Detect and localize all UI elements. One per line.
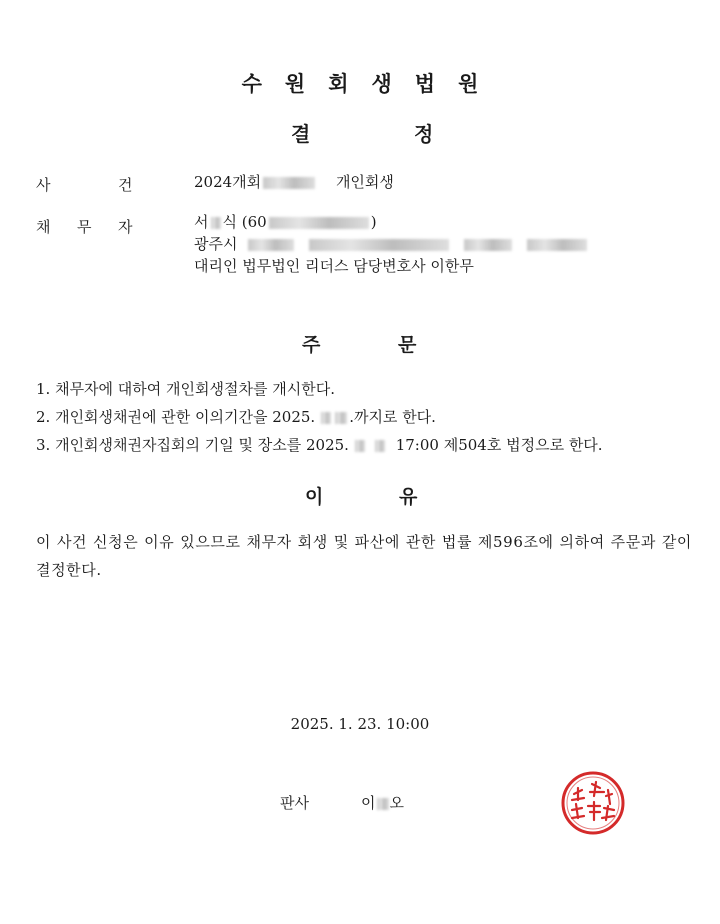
redaction-debtor-name xyxy=(211,217,221,229)
redaction-debtor-id xyxy=(269,217,369,229)
reason-title-char-2: 유 xyxy=(399,486,418,508)
case-type: 개인회생 xyxy=(335,173,394,191)
redaction-objection-day xyxy=(335,412,347,424)
redaction-address-1 xyxy=(248,239,294,251)
court-seal-icon xyxy=(560,770,626,836)
redaction-judge-name xyxy=(377,798,389,810)
decision-date: 2025. 1. 23. 10:00 xyxy=(290,715,430,733)
debtor-id-close: ) xyxy=(370,213,377,231)
case-label-char-2: 건 xyxy=(118,176,133,194)
redaction-meeting-month xyxy=(355,440,365,452)
case-number xyxy=(194,171,394,193)
debtor-label-char-2: 무 xyxy=(77,218,92,236)
order-item-3-text: 3. 개인회생채권자집회의 기일 및 장소를 2025. xyxy=(36,436,349,454)
debtor-label-char-1: 채 xyxy=(36,218,51,236)
order-item-2-suffix: .까지로 한다. xyxy=(349,408,436,426)
debtor-label xyxy=(0,216,180,238)
debtor-name-last: 식 xyxy=(222,213,237,231)
judge-name-last: 오 xyxy=(389,794,404,812)
order-item-2-text: 2. 개인회생채권에 관한 이의기간을 2025. xyxy=(36,408,316,426)
order-title-char-2: 문 xyxy=(398,334,417,356)
document-title xyxy=(0,118,720,148)
redaction-meeting-day xyxy=(375,440,385,452)
reason-title xyxy=(0,482,720,512)
debtor-name-line xyxy=(194,211,589,233)
redaction-objection-month xyxy=(321,412,331,424)
judge-name-first: 이 xyxy=(361,794,376,812)
document-title-char-2: 정 xyxy=(414,122,434,146)
order-item-1 xyxy=(36,375,603,403)
redaction-address-3 xyxy=(464,239,512,251)
debtor-id-open: (60 xyxy=(241,213,267,231)
debtor-name-first: 서 xyxy=(194,213,209,231)
order-item-3-suffix: 17:00 제504호 법정으로 한다. xyxy=(395,436,603,454)
redaction-address-2 xyxy=(309,239,449,251)
judge-title: 판사 xyxy=(280,794,309,812)
judge-name xyxy=(361,792,404,813)
order-title-char-1: 주 xyxy=(302,334,321,356)
court-name: 수원회생법원 xyxy=(241,72,502,96)
case-number-prefix: 2024개회 xyxy=(194,173,262,191)
order-item-1-text: 1. 채무자에 대하여 개인회생절차를 개시한다. xyxy=(36,380,335,398)
redaction-case-number xyxy=(263,177,315,189)
debtor-info xyxy=(194,211,589,277)
order-title xyxy=(0,330,720,360)
debtor-address-line xyxy=(194,233,589,255)
order-item-3 xyxy=(36,431,603,459)
case-label xyxy=(0,174,180,196)
debtor-label-char-3: 자 xyxy=(118,218,133,236)
debtor-address-prefix: 광주시 xyxy=(194,235,238,253)
order-item-2 xyxy=(36,403,603,431)
reason-text: 이 사건 신청은 이유 있으므로 채무자 회생 및 파산에 관한 법률 제596조에 의하여 주문과 같이 결정한다. xyxy=(36,533,692,579)
case-label-char-1: 사 xyxy=(36,176,51,194)
reason-title-char-1: 이 xyxy=(305,486,324,508)
order-list xyxy=(36,375,603,459)
redaction-address-4 xyxy=(527,239,587,251)
debtor-agent: 대리인 법무법인 리더스 담당변호사 이한무 xyxy=(194,257,474,275)
document-title-char-1: 결 xyxy=(291,122,311,146)
